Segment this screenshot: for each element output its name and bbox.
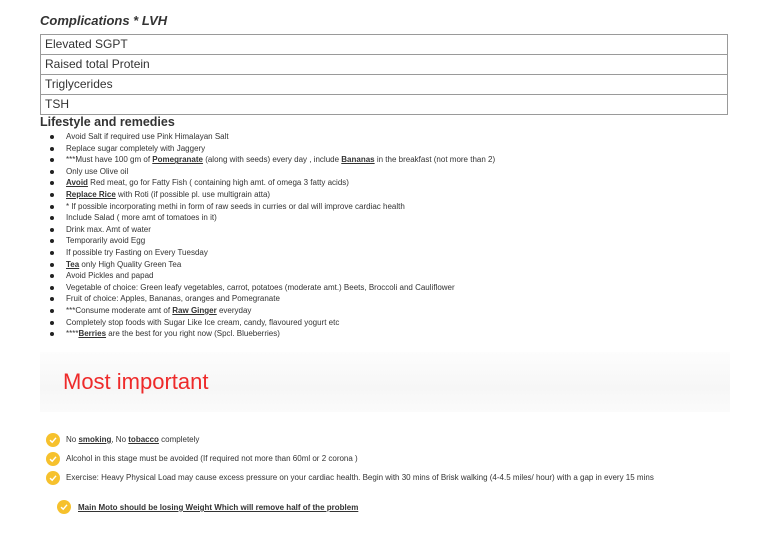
item-text: Completely stop foods with Sugar Like Ice cream, candy, flavoured yogurt etc (66, 317, 340, 327)
item-text: Exercise: Heavy Physical Load may cause excess pressure on your cardiac health. Begin with 30 mins of Brisk walking (4-4.5 miles/ hour) with a gap in every 15 mins (66, 473, 654, 482)
item-emphasis: Tea (66, 259, 80, 269)
list-item (50, 305, 750, 317)
item-emphasis: Pomegranate (152, 155, 203, 165)
list-item (50, 270, 750, 282)
item-text: (along with seeds) every day , include (202, 155, 342, 165)
list-item (50, 166, 750, 178)
list-item (50, 224, 750, 236)
item-emphasis: smoking (78, 435, 112, 444)
bullet-icon (50, 205, 54, 209)
table-row (41, 55, 728, 75)
table-cell: Elevated SGPT (41, 35, 728, 55)
item-emphasis: Berries (78, 329, 107, 339)
item-text: Avoid Salt if required use Pink Himalayan Salt (66, 132, 229, 141)
most-important-heading: Most important (63, 369, 209, 394)
item-text: are the best for you right now (Spcl. Blueberries) (106, 329, 280, 339)
list-item (50, 154, 750, 166)
list-item (50, 212, 750, 224)
table-row (41, 75, 728, 95)
bullet-icon (50, 239, 54, 243)
check-circle-icon (46, 433, 60, 447)
check-circle-icon (46, 452, 60, 466)
item-text: Temporarily avoid Egg (66, 236, 146, 246)
bullet-icon (50, 274, 54, 278)
item-text: If possible try Fasting on Every Tuesday (66, 247, 208, 257)
item-emphasis: Avoid (66, 178, 88, 188)
table-row (41, 95, 728, 115)
list-item (50, 282, 750, 294)
item-emphasis: Replace Rice (66, 189, 116, 199)
item-text: completely (158, 435, 200, 444)
item-text: , No (111, 435, 129, 444)
table-row (41, 35, 728, 55)
bullet-icon (50, 147, 54, 151)
check-circle-icon (46, 471, 60, 485)
bullet-icon (50, 158, 54, 162)
list-item (50, 131, 750, 143)
bullet-icon (50, 135, 54, 139)
item-text: * If possible incorporating methi in form of raw seeds in curries or dal will improve cardiac health (66, 201, 405, 211)
complications-table (40, 34, 728, 115)
main-moto-text: Main Moto should be losing Weight Which will remove half of the problem (78, 503, 359, 512)
item-text: Replace sugar completely with Jaggery (66, 143, 206, 153)
item-text: only High Quality Green Tea (79, 259, 182, 269)
list-item (50, 328, 750, 340)
list-item (50, 201, 750, 213)
remedies-list (50, 131, 750, 340)
bullet-icon (50, 297, 54, 301)
item-text: **** (66, 329, 79, 339)
item-text-wrap (66, 435, 199, 445)
item-text: Red meat, go for Fatty Fish ( containing high amt. of omega 3 fatty acids) (87, 178, 349, 188)
table-cell: TSH (41, 95, 728, 115)
bullet-icon (50, 181, 54, 185)
bullet-icon (50, 263, 54, 267)
item-emphasis: Raw Ginger (172, 305, 217, 315)
list-item (50, 235, 750, 247)
bullet-icon (50, 309, 54, 313)
bullet-icon (50, 216, 54, 220)
list-item (50, 143, 750, 155)
bullet-icon (50, 286, 54, 290)
bullet-icon (50, 321, 54, 325)
item-text: Only use Olive oil (66, 166, 129, 176)
table-cell: Raised total Protein (41, 55, 728, 75)
list-item (50, 317, 750, 329)
item-text: Include Salad ( more amt of tomatoes in it) (66, 213, 217, 223)
item-text: Drink max. Amt of water (66, 224, 151, 234)
lifestyle-heading: Lifestyle and remedies (40, 115, 175, 129)
item-emphasis: Bananas (341, 155, 375, 165)
item-text: in the breakfast (not more than 2) (374, 155, 496, 165)
list-item (50, 177, 750, 189)
check-circle-icon (57, 500, 71, 514)
list-item (50, 259, 750, 271)
item-text: Vegetable of choice: Green leafy vegetables, carrot, potatoes (moderate amt.) Beets, Broccoli and Cauliflower (66, 282, 455, 292)
item-text: ***Must have 100 gm of (66, 155, 153, 165)
item-text: everyday (216, 305, 252, 315)
item-text: ***Consume moderate amt of (66, 305, 173, 315)
bullet-icon (50, 251, 54, 255)
list-item (50, 247, 750, 259)
item-text: Fruit of choice: Apples, Bananas, oranges and Pomegranate (66, 294, 280, 304)
bullet-icon (50, 193, 54, 197)
bullet-icon (50, 170, 54, 174)
list-item (50, 293, 750, 305)
list-item (50, 189, 750, 201)
item-text: No (66, 435, 79, 444)
bullet-icon (50, 228, 54, 232)
complications-heading: Complications * LVH (40, 13, 168, 28)
item-text: Alcohol in this stage must be avoided (If required not more than 60ml or 2 corona ) (66, 454, 358, 463)
table-cell: Triglycerides (41, 75, 728, 95)
item-text: Avoid Pickles and papad (66, 271, 154, 281)
item-emphasis: tobacco (128, 435, 159, 444)
item-text: with Roti (if possible pl. use multigrain atta) (115, 189, 271, 199)
bullet-icon (50, 332, 54, 336)
